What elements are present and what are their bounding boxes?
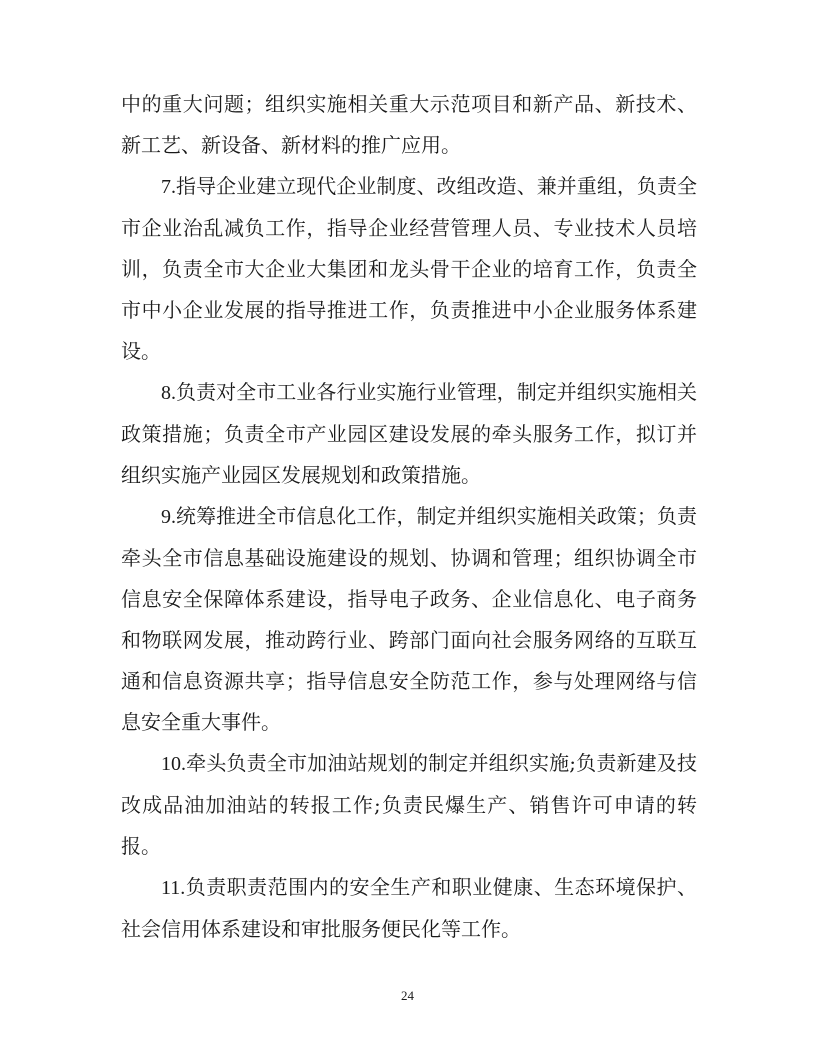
paragraph-item-10 bbox=[121, 743, 697, 867]
paragraph-text: 负责对全市工业各行业实施行业管理，制定并组织实施相关政策措施；负责全市产业园区建设发展的牵头服务工作，拟订并组织实施产业园区发展规划和政策措施。 bbox=[121, 380, 697, 487]
page-number: 24 bbox=[401, 988, 414, 1003]
paragraph-item-8 bbox=[121, 372, 697, 496]
paragraph-text: 负责职责范围内的安全生产和职业健康、生态环境保护、社会信用体系建设和审批服务便民化等工作。 bbox=[121, 875, 697, 941]
paragraph-text: 中的重大问题；组织实施相关重大示范项目和新产品、新技术、新工艺、新设备、新材料的推广应用。 bbox=[121, 92, 697, 157]
item-number: 11. bbox=[161, 877, 186, 899]
paragraph-item-11 bbox=[121, 867, 697, 950]
item-number: 7. bbox=[161, 176, 176, 198]
paragraph-text: 牵头负责全市加油站规划的制定并组织实施;负责新建及技改成品油加油站的转报工作;负责民爆生产、销售许可申请的转报。 bbox=[121, 751, 697, 858]
paragraph-continued bbox=[121, 84, 697, 166]
item-number: 8. bbox=[161, 382, 176, 404]
item-number: 9. bbox=[161, 506, 176, 528]
item-number: 10. bbox=[161, 753, 186, 775]
paragraph-item-9 bbox=[121, 496, 697, 743]
paragraph-text: 指导企业建立现代企业制度、改组改造、兼并重组，负责全市企业治乱减负工作，指导企业经营管理人员、专业技术人员培训，负责全市大企业大集团和龙头骨干企业的培育工作，负责全市中小企业发展的指导推进工作，负责推进中小企业服务体系建设。 bbox=[121, 174, 697, 363]
document-body bbox=[121, 84, 697, 950]
paragraph-text: 统筹推进全市信息化工作，制定并组织实施相关政策；负责牵头全市信息基础设施建设的规划、协调和管理；组织协调全市信息安全保障体系建设，指导电子政务、企业信息化、电子商务和物联网发展，推动跨行业、跨部门面向社会服务网络的互联互通和信息资源共享；指导信息安全防范工作，参与处理网络与信息安全重大事件。 bbox=[121, 504, 697, 734]
paragraph-item-7 bbox=[121, 166, 697, 372]
